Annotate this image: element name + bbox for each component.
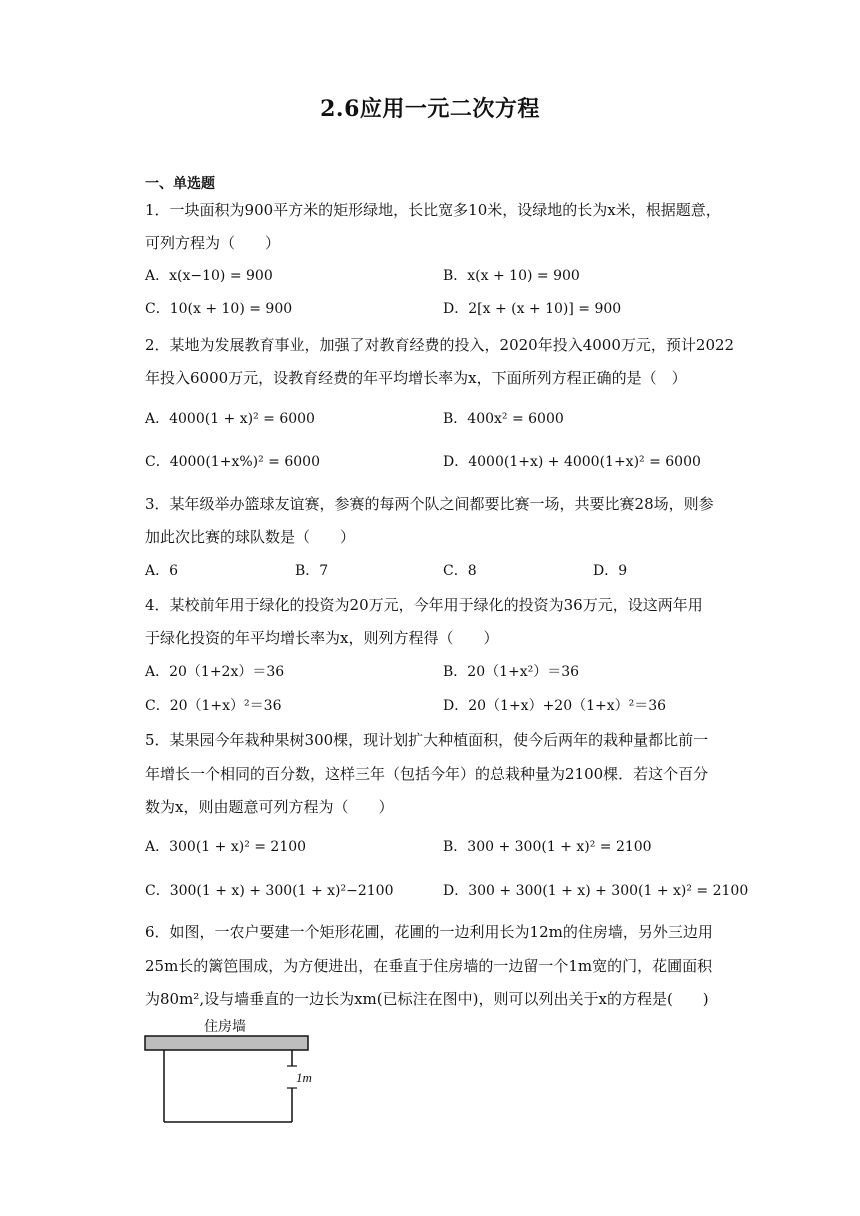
q6-line-3: 为80m²,设与墙垂直的一边长为xm(已标注在图中)，则可以列出关于x的方程是( ) xyxy=(145,990,709,1008)
q1-option-b: B．x(x + 10) = 900 xyxy=(443,268,580,284)
q4-option-d: D．20（1+x）+20（1+x）²＝36 xyxy=(443,698,667,714)
house-wall xyxy=(145,1036,308,1050)
q3-line-1: 3．某年级举办篮球友谊赛，参赛的每两个队之间都要比赛一场，共要比赛28场，则参 xyxy=(145,495,714,513)
q3-option-a: A．6 xyxy=(145,563,179,579)
q1-line-2: 可列方程为（ ） xyxy=(145,234,281,252)
wall-label: 住房墙 xyxy=(204,1018,246,1034)
q5-line-2: 年增长一个相同的百分数，这样三年（包括今年）的总栽种量为2100棵．若这个百分 xyxy=(145,765,709,783)
q6-line-1: 6．如图，一农户要建一个矩形花圃，花圃的一边利用长为12m的住房墙，另外三边用 xyxy=(145,923,713,941)
q3-option-c: C．8 xyxy=(443,563,477,579)
q1-option-a: A．x(x−10) = 900 xyxy=(145,268,273,284)
page-title: 2.6应用一元二次方程 xyxy=(320,96,540,122)
q6-line-2: 25m长的篱笆围成，为方便进出，在垂直于住房墙的一边留一个1m宽的门，花圃面积 xyxy=(145,957,713,975)
q2-option-d: D．4000(1+x) + 4000(1+x)² = 6000 xyxy=(443,454,701,470)
q5-option-b: B．300 + 300(1 + x)² = 2100 xyxy=(443,839,652,855)
q2-option-b: B．400x² = 6000 xyxy=(443,411,564,427)
q4-option-c: C．20（1+x）²＝36 xyxy=(145,698,282,714)
q4-line-2: 于绿化投资的年平均增长率为x，则列方程得（ ） xyxy=(145,629,499,647)
q5-option-a: A．300(1 + x)² = 2100 xyxy=(145,839,307,855)
section-heading: 一、单选题 xyxy=(145,176,215,192)
q2-line-2: 年投入6000万元，设教育经费的年平均增长率为x，下面所列方程正确的是（ ） xyxy=(145,369,687,387)
q4-option-a: A．20（1+2x）＝36 xyxy=(145,664,285,680)
q1-line-1: 1．一块面积为900平方米的矩形绿地，长比宽多10米，设绿地的长为x米，根据题意， xyxy=(145,201,721,219)
q5-option-d: D．300 + 300(1 + x) + 300(1 + x)² = 2100 xyxy=(443,883,749,899)
q4-option-b: B．20（1+x²）＝36 xyxy=(443,664,580,680)
q5-option-c: C．300(1 + x) + 300(1 + x)²−2100 xyxy=(145,883,394,899)
door-label: 1m xyxy=(296,1070,312,1085)
q4-line-1: 4．某校前年用于绿化的投资为20万元，今年用于绿化的投资为36万元，设这两年用 xyxy=(145,596,703,614)
q2-line-1: 2．某地为发展教育事业，加强了对教育经费的投入，2020年投入4000万元，预计2022 xyxy=(145,336,735,354)
q5-line-1: 5．某果园今年栽种果树300棵，现计划扩大种植面积，使今后两年的栽种量都比前一 xyxy=(145,731,709,749)
q3-option-d: D．9 xyxy=(593,563,628,579)
q2-option-a: A．4000(1 + x)² = 6000 xyxy=(145,411,315,427)
q5-line-3: 数为x，则由题意可列方程为（ ） xyxy=(145,798,394,816)
garden-figure xyxy=(142,1014,312,1129)
q3-line-2: 加此次比赛的球队数是（ ） xyxy=(145,528,356,546)
q3-option-b: B．7 xyxy=(295,563,329,579)
q2-option-c: C．4000(1+x%)² = 6000 xyxy=(145,454,320,470)
q1-option-c: C．10(x + 10) = 900 xyxy=(145,301,293,317)
q1-option-d: D．2[x + (x + 10)] = 900 xyxy=(443,301,622,317)
